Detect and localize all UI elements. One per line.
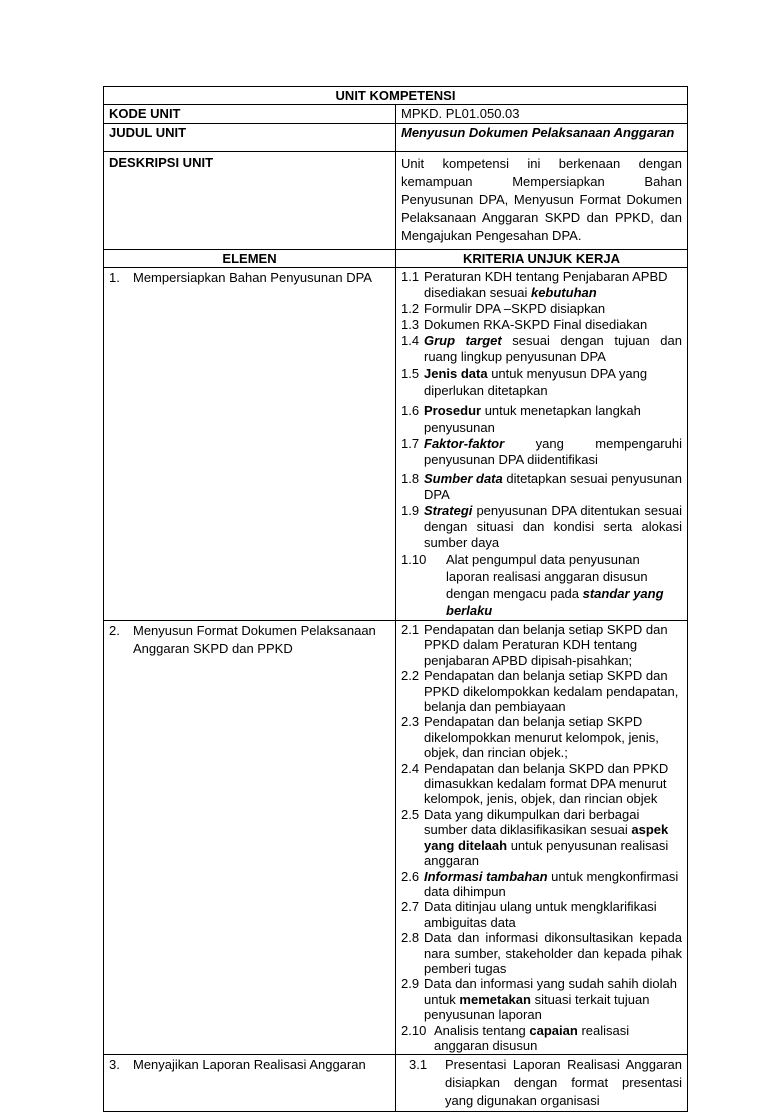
judul-unit-value: Menyusun Dokumen Pelaksanaan Anggaran — [396, 124, 688, 152]
criteria-emphasis: Informasi tambahan — [424, 868, 548, 884]
criteria-item — [401, 869, 682, 900]
criteria-emphasis: Sumber data — [424, 471, 503, 486]
criteria-item — [401, 471, 682, 503]
criteria-cell — [396, 621, 688, 1055]
criteria-text: Pendapatan dan belanja setiap SKPD dan PPKD dikelompokkan kedalam pendapatan, belanja dan pembiayaan — [424, 668, 679, 715]
criteria-item — [401, 899, 682, 930]
criteria-number: 1.4 — [401, 333, 420, 348]
criteria-item — [401, 807, 682, 869]
col-header-elemen: ELEMEN — [104, 250, 396, 268]
criteria-text: Analisis tentang — [434, 1022, 530, 1038]
criteria-text: Formulir DPA –SKPD disiapkan — [424, 301, 606, 316]
criteria-item — [401, 402, 682, 436]
deskripsi-unit-value: Unit kompetensi ini berkenaan dengan kemampuan Mempersiapkan Bahan Penyusunan DPA, Menyusun Format Dokumen Pelaksanaan Anggaran SKPD dan PPKD, dan Mengajukan Pengesahan DPA. — [396, 152, 688, 250]
criteria-number: 2.10 — [401, 1022, 427, 1038]
criteria-number: 2.8 — [401, 930, 420, 946]
criteria-text: untuk penyusunan realisasi anggaran — [424, 837, 669, 869]
criteria-number: 2.2 — [401, 668, 420, 684]
kode-unit-label: KODE UNIT — [104, 105, 396, 124]
criteria-text: Presentasi Laporan Realisasi Anggaran disiapkan dengan format presentasi yang digunakan organisasi — [445, 1057, 682, 1109]
element-label: Mempersiapkan Bahan Penyusunan DPA — [133, 270, 372, 285]
criteria-item — [401, 668, 682, 714]
criteria-text: untuk mengkonfirmasi data dihimpun — [424, 868, 679, 899]
criteria-number: 2.6 — [401, 868, 420, 884]
criteria-number: 1.10 — [401, 552, 427, 567]
criteria-number: 1.2 — [401, 301, 420, 316]
criteria-text: Dokumen RKA-SKPD Final disediakan — [424, 317, 648, 332]
criteria-item — [401, 436, 682, 468]
table-title: UNIT KOMPETENSI — [104, 87, 688, 105]
criteria-number: 1.5 — [401, 366, 420, 381]
table-row — [104, 1055, 688, 1112]
criteria-item — [401, 976, 682, 1022]
element-number: 3. — [109, 1057, 120, 1073]
criteria-text: realisasi anggaran disusun — [434, 1022, 630, 1053]
table-row — [104, 268, 688, 621]
criteria-text: sesuai dengan tujuan dan ruang lingkup penyusunan DPA — [424, 333, 682, 364]
criteria-text: Data dan informasi dikonsultasikan kepada nara sumber, stakeholder dan kepada pihak pemberi tugas — [424, 930, 682, 976]
criteria-item — [401, 1056, 682, 1110]
criteria-text: Pendapatan dan belanja setiap SKPD dikelompokkan menurut kelompok, jenis, objek, dan rincian objek.; — [424, 714, 659, 761]
criteria-text: Data dan informasi yang sudah sahih diolah untuk — [424, 976, 677, 1007]
criteria-item — [401, 365, 682, 399]
deskripsi-unit-label: DESKRIPSI UNIT — [104, 152, 396, 250]
criteria-cell — [396, 268, 688, 621]
criteria-number: 1.8 — [401, 471, 420, 486]
judul-unit-label: JUDUL UNIT — [104, 124, 396, 152]
criteria-number: 2.5 — [401, 806, 420, 822]
criteria-item — [401, 714, 682, 760]
criteria-text: Data ditinjau ulang untuk mengklarifikasi ambiguitas data — [424, 899, 657, 930]
criteria-item — [401, 761, 682, 807]
element-number: 2. — [109, 623, 120, 638]
criteria-emphasis: memetakan — [459, 991, 531, 1007]
criteria-number: 1.9 — [401, 503, 420, 518]
col-header-kriteria: KRITERIA UNJUK KERJA — [396, 250, 688, 268]
element-label: Menyajikan Laporan Realisasi Anggaran — [133, 1057, 366, 1073]
element-label: Menyusun Format Dokumen Pelaksanaan Anggaran SKPD dan PPKD — [133, 623, 376, 656]
criteria-number: 1.7 — [401, 436, 420, 451]
criteria-item — [401, 317, 682, 333]
criteria-text: untuk menyusun DPA yang diperlukan ditetapkan — [424, 366, 648, 398]
criteria-number: 1.3 — [401, 317, 420, 332]
element-cell — [104, 621, 396, 1055]
criteria-item — [401, 333, 682, 365]
criteria-item — [401, 930, 682, 976]
criteria-number: 2.4 — [401, 760, 420, 776]
criteria-item — [401, 301, 682, 317]
criteria-item — [401, 1023, 682, 1054]
criteria-text: Alat pengumpul data penyusunan laporan realisasi anggaran disusun dengan mengacu pada — [446, 552, 648, 601]
criteria-number: 1.6 — [401, 403, 420, 418]
element-cell — [104, 268, 396, 621]
criteria-number: 2.7 — [401, 899, 420, 915]
criteria-text: yang mempengaruhi penyusunan DPA diidentifikasi — [424, 436, 682, 467]
table-row — [104, 621, 688, 1055]
criteria-number: 2.1 — [401, 622, 420, 637]
criteria-emphasis: standar yang berlaku — [446, 586, 664, 618]
criteria-item — [401, 622, 682, 668]
criteria-emphasis: Faktor-faktor — [424, 436, 505, 451]
element-cell — [104, 1055, 396, 1112]
criteria-text: penyusunan DPA ditentukan sesuai dengan situasi dan kondisi serta alokasi sumber daya — [424, 503, 682, 550]
criteria-text: Peraturan KDH tentang Penjabaran APBD disediakan sesuai — [424, 269, 668, 300]
kode-unit-value: MPKD. PL01.050.03 — [396, 105, 688, 124]
criteria-emphasis: Jenis data — [424, 366, 488, 381]
criteria-number: 3.1 — [409, 1057, 428, 1073]
criteria-text: Data yang dikumpulkan dari berbagai sumber data diklasifikasikan sesuai — [424, 806, 640, 838]
criteria-text: situasi terkait tujuan penyusunan laporan — [424, 991, 650, 1023]
element-number: 1. — [109, 270, 120, 285]
criteria-text: ditetapkan sesuai penyusunan DPA — [424, 471, 682, 502]
criteria-item — [401, 503, 682, 551]
criteria-item — [401, 269, 682, 301]
criteria-emphasis: capaian — [529, 1022, 578, 1038]
criteria-text: Pendapatan dan belanja setiap SKPD dan PPKD dalam Peraturan KDH tentang penjabaran APBD dipisah-pisahkan; — [424, 622, 668, 668]
criteria-text: Pendapatan dan belanja SKPD dan PPKD dimasukkan kedalam format DPA menurut kelompok, jenis, objek, dan rincian objek — [424, 760, 669, 807]
criteria-number: 2.9 — [401, 976, 420, 992]
criteria-text: untuk menetapkan langkah penyusunan — [424, 403, 641, 435]
criteria-emphasis: aspek yang ditelaah — [424, 822, 669, 853]
criteria-emphasis: Grup target — [424, 333, 502, 348]
criteria-emphasis: Prosedur — [424, 403, 482, 418]
criteria-cell — [396, 1055, 688, 1112]
criteria-item — [401, 551, 682, 619]
competency-unit-table — [103, 86, 688, 1112]
criteria-number: 2.3 — [401, 714, 420, 730]
criteria-emphasis: kebutuhan — [530, 285, 597, 300]
criteria-emphasis: Strategi — [424, 503, 473, 518]
criteria-number: 1.1 — [401, 269, 420, 284]
